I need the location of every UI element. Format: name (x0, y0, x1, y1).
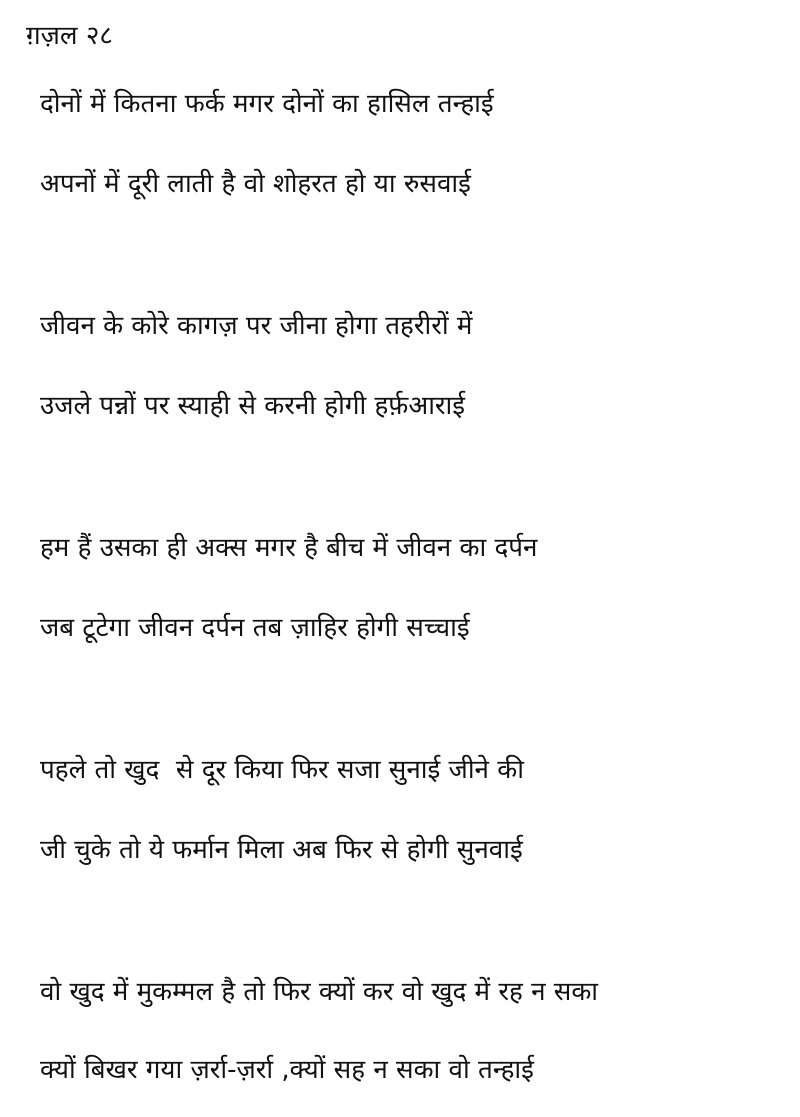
stanza-1-line-2: अपनों में दूरी लाती है वो शोहरत हो या रुसवाई (40, 169, 471, 199)
stanza-1-line-1: दोनों में कितना फर्क मगर दोनों का हासिल तन्हाई (40, 89, 494, 119)
stanza-2-line-2: उजले पन्नों पर स्याही से करनी होगी हर्फ़आराई (40, 391, 466, 421)
stanza-2-line-1: जीवन के कोरे कागज़ पर जीना होगा तहरीरों में (40, 311, 473, 341)
stanza-4-line-1: पहले तो खुद से दूर किया फिर सजा सुनाई जीने की (40, 755, 524, 785)
poem-title: ग़ज़ल २८ (26, 21, 113, 51)
stanza-3-line-1: हम हैं उसका ही अक्स मगर है बीच में जीवन का दर्पन (40, 533, 538, 563)
stanza-5-line-1: वो खुद में मुकम्मल है तो फिर क्यों कर वो खुद में रह न सका (40, 977, 599, 1007)
stanza-3-line-2: जब टूटेगा जीवन दर्पन तब ज़ाहिर होगी सच्चाई (40, 613, 470, 643)
stanza-5-line-2: क्यों बिखर गया ज़र्रा-ज़र्रा ,क्यों सह न सका वो तन्हाई (40, 1055, 534, 1085)
stanza-4-line-2: जी चुके तो ये फर्मान मिला अब फिर से होगी सुनवाई (40, 835, 523, 865)
